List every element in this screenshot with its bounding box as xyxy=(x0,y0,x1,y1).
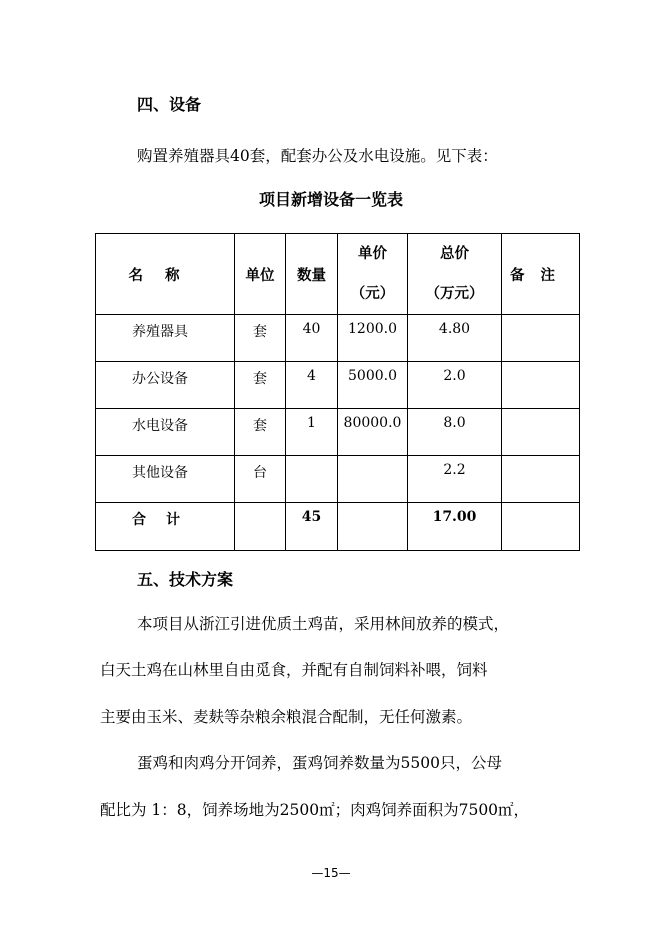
total-label: 合计 xyxy=(96,503,235,551)
header-unit-price-unit: （元） xyxy=(350,285,395,302)
row-remark xyxy=(502,456,580,503)
row-total: 8.0 xyxy=(408,409,502,456)
total-price xyxy=(338,503,408,551)
total-amount: 17.00 xyxy=(408,503,502,551)
row-qty xyxy=(286,456,338,503)
row-price xyxy=(338,456,408,503)
row-qty: 1 xyxy=(286,409,338,456)
header-unit-price-label: 单价 xyxy=(358,245,387,262)
row-remark xyxy=(502,315,580,362)
header-name: 名称 xyxy=(96,234,235,315)
page-number: —15— xyxy=(311,866,351,880)
header-total-price xyxy=(408,234,502,315)
row-name: 其他设备 xyxy=(96,456,235,503)
row-unit: 套 xyxy=(235,362,286,409)
header-total-price-unit: （万元） xyxy=(425,285,484,302)
row-qty: 4 xyxy=(286,362,338,409)
header-qty: 数量 xyxy=(286,234,338,315)
table-row xyxy=(96,456,580,503)
table-total-row xyxy=(96,503,580,551)
row-total: 2.0 xyxy=(408,362,502,409)
row-price: 80000.0 xyxy=(338,409,408,456)
table-row xyxy=(96,315,580,362)
row-unit: 套 xyxy=(235,315,286,362)
total-qty: 45 xyxy=(286,503,338,551)
section-heading-technical: 五、技术方案 xyxy=(137,570,234,589)
row-total: 2.2 xyxy=(408,456,502,503)
header-total-price-label: 总价 xyxy=(440,245,469,262)
paragraph-line: 白天土鸡在山林里自由觅食，并配有自制饲料补喂，饲料 xyxy=(100,661,488,679)
total-remark xyxy=(502,503,580,551)
row-qty: 40 xyxy=(286,315,338,362)
row-name: 养殖器具 xyxy=(96,315,235,362)
section-heading-equipment: 四、设备 xyxy=(137,95,202,114)
header-unit-price xyxy=(338,234,408,315)
equipment-table xyxy=(95,233,580,551)
header-unit: 单位 xyxy=(235,234,286,315)
paragraph-line: 本项目从浙江引进优质土鸡苗，采用林间放养的模式， xyxy=(137,615,510,633)
header-remark: 备注 xyxy=(502,234,580,315)
row-price: 1200.0 xyxy=(338,315,408,362)
row-remark xyxy=(502,409,580,456)
row-remark xyxy=(502,362,580,409)
table-row xyxy=(96,362,580,409)
row-name: 水电设备 xyxy=(96,409,235,456)
row-total: 4.80 xyxy=(408,315,502,362)
row-price: 5000.0 xyxy=(338,362,408,409)
table-row xyxy=(96,409,580,456)
paragraph-line: 配比为 1：8，饲养场地为2500㎡；肉鸡饲养面积为7500㎡， xyxy=(100,801,530,819)
row-unit: 套 xyxy=(235,409,286,456)
row-unit: 台 xyxy=(235,456,286,503)
equipment-intro-text: 购置养殖器具40套，配套办公及水电设施。见下表： xyxy=(137,147,498,165)
total-unit xyxy=(235,503,286,551)
table-header-row xyxy=(96,234,580,315)
paragraph-line: 主要由玉米、麦麸等杂粮余粮混合配制，无任何激素。 xyxy=(100,708,473,726)
row-name: 办公设备 xyxy=(96,362,235,409)
paragraph-line: 蛋鸡和肉鸡分开饲养，蛋鸡饲养数量为5500只，公母 xyxy=(137,754,502,772)
table-caption: 项目新增设备一览表 xyxy=(258,190,403,209)
